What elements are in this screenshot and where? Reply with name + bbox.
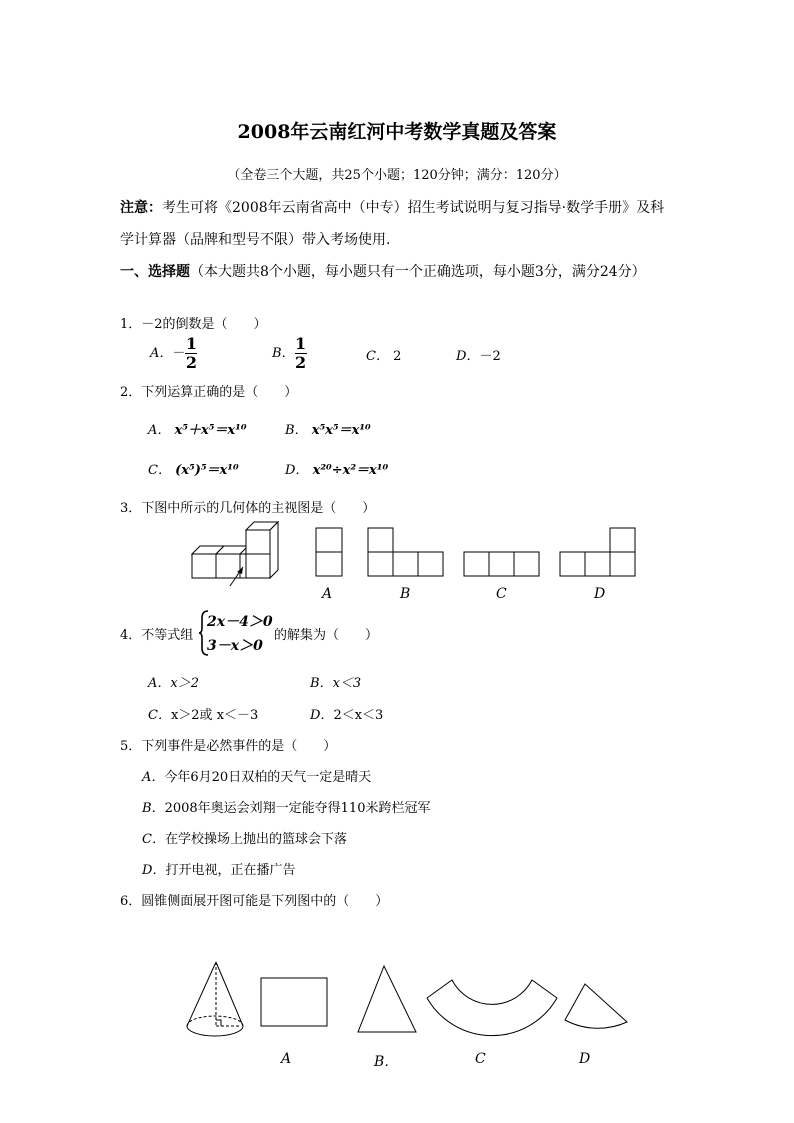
page-title: 2008年云南红河中考数学真题及答案 xyxy=(237,121,557,143)
q6-label-c: C xyxy=(475,1051,486,1067)
q1-a-letter: A． xyxy=(150,346,173,361)
q5-d-letter: D． xyxy=(142,863,166,878)
question-1-stem: 1．－2的倒数是（ ） xyxy=(120,317,267,332)
q4-c-letter: C． xyxy=(148,708,171,723)
q1-option-d xyxy=(456,345,501,364)
q2-a-letter: A． xyxy=(148,423,171,438)
q1-d-letter: D． xyxy=(456,349,480,364)
q2-option-a xyxy=(148,419,247,438)
q2-d-expr: x²⁰÷x²＝x¹⁰ xyxy=(312,463,389,478)
q6-label-b: B． xyxy=(374,1054,399,1070)
q2-b-letter: B． xyxy=(285,423,308,438)
question-6-stem: 6．圆锥侧面展开图可能是下列图中的（ ） xyxy=(120,894,389,909)
q1-a-den: 2 xyxy=(185,353,197,372)
q1-b-letter: B． xyxy=(272,346,295,361)
q5-d-text: 打开电视，正在播广告 xyxy=(165,863,296,878)
q2-a-expr: x⁵＋x⁵＝x¹⁰ xyxy=(174,423,247,438)
q2-option-b xyxy=(285,419,371,438)
section-1-label: 一、选择题 xyxy=(120,264,190,280)
q3-label-a: A xyxy=(322,586,333,602)
q4-inequality-2: 3－x＞0 xyxy=(207,638,263,654)
q1-a-sign: － xyxy=(172,346,186,361)
q4-b-letter: B． xyxy=(310,676,333,691)
question-2-stem: 2．下列运算正确的是（ ） xyxy=(120,385,298,400)
q4-b-text: x＜3 xyxy=(332,676,362,691)
q5-c-text: 在学校操场上抛出的篮球会下落 xyxy=(164,832,347,847)
q4-c-text: x＞2或 x＜－3 xyxy=(170,708,259,723)
q1-option-c xyxy=(366,345,401,364)
q4-inequality-1: 2x－4＞0 xyxy=(207,614,273,630)
note-label: 注意： xyxy=(120,200,162,216)
q4-option-a xyxy=(148,672,199,691)
q3-label-b: B xyxy=(400,586,411,602)
q5-option-b xyxy=(142,797,430,816)
q1-option-b xyxy=(272,336,307,371)
q4-stem-post: 的解集为（ ） xyxy=(274,628,379,643)
section-1-heading xyxy=(120,261,646,281)
q6-figures xyxy=(180,960,640,1046)
q4-option-b xyxy=(310,672,361,691)
q1-d-text: －2 xyxy=(479,349,501,364)
q4-a-letter: A． xyxy=(148,676,171,691)
q5-option-c xyxy=(142,828,347,847)
q6-cone-figure xyxy=(187,962,243,1036)
q1-option-a xyxy=(150,336,197,371)
q2-c-letter: C． xyxy=(148,463,171,478)
q5-a-text: 今年6月20日双柏的天气一定是晴天 xyxy=(164,770,372,785)
q1-b-fraction xyxy=(295,336,307,371)
q1-b-num: 1 xyxy=(294,334,307,353)
q5-b-text: 2008年奥运会刘翔一定能夺得110米跨栏冠军 xyxy=(164,801,431,816)
q2-d-letter: D． xyxy=(285,463,309,478)
note-text-1: 考生可将《2008年云南省高中（中专）招生考试说明与复习指导·数学手册》及科 xyxy=(162,200,665,216)
q6-label-d: D xyxy=(579,1051,591,1067)
q4-d-text: 2＜x＜3 xyxy=(333,708,384,723)
q1-b-den: 2 xyxy=(294,353,307,372)
q3-solid-figure xyxy=(190,520,280,592)
q3-view-options xyxy=(316,528,646,580)
q2-b-expr: x⁵x⁵＝x¹⁰ xyxy=(311,423,371,438)
q1-a-fraction xyxy=(185,336,197,371)
q4-option-d xyxy=(310,704,383,723)
q5-c-letter: C． xyxy=(142,832,165,847)
question-5-stem: 5．下列事件是必然事件的是（ ） xyxy=(120,739,337,754)
q2-option-d xyxy=(285,459,388,478)
q2-c-expr: (x⁵)⁵＝x¹⁰ xyxy=(175,463,239,478)
q1-c-text: 2 xyxy=(393,349,402,364)
note-line-1 xyxy=(120,197,664,217)
q3-label-c: C xyxy=(496,586,507,602)
q5-option-d xyxy=(142,859,295,878)
exam-info: （全卷三个大题，共25个小题；120分钟；满分：120分） xyxy=(227,168,567,183)
q4-a-text: x＞2 xyxy=(170,676,199,691)
q5-a-letter: A． xyxy=(142,770,165,785)
q5-b-letter: B． xyxy=(142,801,165,816)
question-3-stem: 3．下图中所示的几何体的主视图是（ ） xyxy=(120,501,376,516)
q3-label-d: D xyxy=(594,586,606,602)
q6-label-a: A xyxy=(281,1051,292,1067)
note-line-2: 学计算器（品牌和型号不限）带入考场使用. xyxy=(120,232,391,248)
q4-stem-pre: 4．不等式组 xyxy=(120,628,194,643)
q4-option-c xyxy=(148,704,258,723)
q4-d-letter: D． xyxy=(310,708,334,723)
q5-option-a xyxy=(142,766,371,785)
q2-option-c xyxy=(148,459,239,478)
q1-c-letter: C． xyxy=(366,349,389,364)
section-1-desc: （本大题共8个小题，每小题只有一个正确选项，每小题3分，满分24分） xyxy=(190,264,646,280)
q1-a-num: 1 xyxy=(185,334,197,353)
